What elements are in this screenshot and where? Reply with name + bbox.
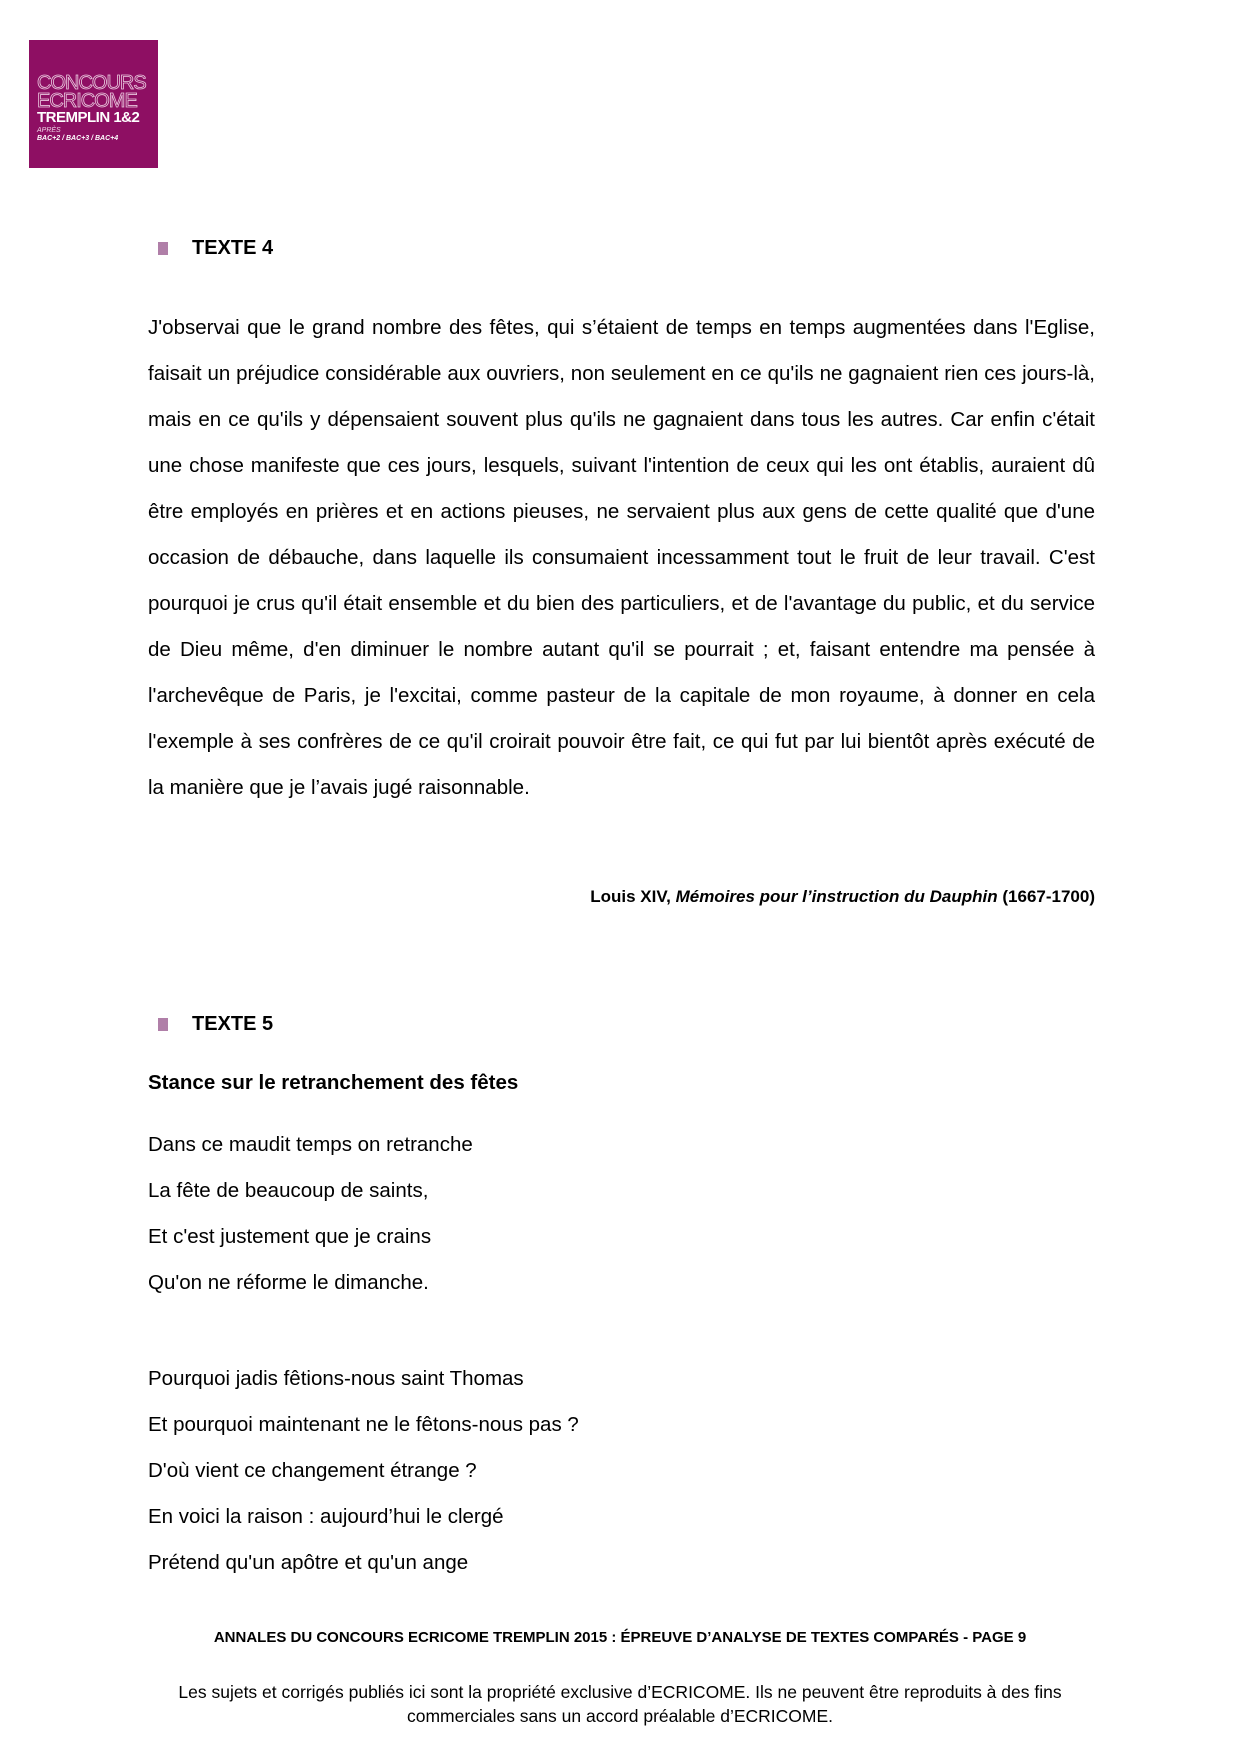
poem-line: Prétend qu'un apôtre et qu'un ange	[148, 1551, 469, 1574]
texte4-heading	[158, 236, 273, 260]
footer-copyright-note: Les sujets et corrigés publiés ici sont la propriété exclusive d’ECRICOME. Ils ne peuvent être reproduits à des fins commerciales sans un accord préalable d’ECRICOME.	[178, 1682, 1062, 1726]
source-author: Louis XIV,	[590, 887, 671, 906]
poem-line: Et pourquoi maintenant ne le fêtons-nous pas ?	[148, 1413, 579, 1436]
poem-line: Qu'on ne réforme le dimanche.	[148, 1271, 429, 1294]
ecricome-logo	[29, 40, 158, 168]
logo-line-tremplin: TREMPLIN 1&2	[37, 109, 140, 126]
poem-title: Stance sur le retranchement des fêtes	[148, 1071, 519, 1094]
logo-line-ecricome: ECRICOME	[37, 90, 137, 112]
source-title: Mémoires pour l’instruction du Dauphin	[675, 887, 998, 906]
texte4-heading-label: TEXTE 4	[192, 237, 274, 259]
logo-line-concours: CONCOURS	[37, 72, 146, 94]
poem-line: Dans ce maudit temps on retranche	[148, 1133, 473, 1156]
poem-line: D'où vient ce changement étrange ?	[148, 1459, 477, 1482]
poem-line: La fête de beaucoup de saints,	[148, 1179, 429, 1202]
texte5-heading	[158, 1012, 273, 1036]
poem-stanza-1	[148, 1122, 473, 1306]
texte4-source	[590, 886, 1095, 908]
texte4-paragraph: J'observai que le grand nombre des fêtes, qui s’étaient de temps en temps augmentées dans l'Eglise, faisait un préjudice considérable aux ouvriers, non seulement en ce qu'ils ne gagnaient rien ces jours-là, mais en ce qu'ils y dépensaient souvent plus qu'ils ne gagnaient dans tous les autres. Car enfin c'était une chose manifeste que ces jours, lesquels, suivant l'intention de ceux qui les ont établis, auraient dû être employés en prières et en actions pieuses, ne servaient plus aux gens de cette qualité que d'une occasion de débauche, dans laquelle ils consumaient incessamment tout le fruit de leur travail. C'est pourquoi je crus qu'il était ensemble et du bien des particuliers, et de l'avantage du public, et du service de Dieu même, d'en diminuer le nombre autant qu'il se pourrait ; et, faisant entendre ma pensée à l'archevêque de Paris, je l'excitai, comme pasteur de la capitale de mon royaume, à donner en cela l'exemple à ses confrères de ce qu'il croirait pouvoir être fait, ce qui fut par lui bientôt après exécuté de la manière que je l’avais jugé raisonnable.	[148, 316, 1095, 799]
source-dates: (1667-1700)	[1002, 887, 1095, 906]
poem-line: Pourquoi jadis fêtions-nous saint Thomas	[148, 1367, 524, 1390]
logo-line-bac: BAC+2 / BAC+3 / BAC+4	[37, 135, 119, 142]
square-bullet-icon	[158, 242, 168, 255]
texte5-heading-label: TEXTE 5	[192, 1013, 274, 1035]
footer-title: ANNALES DU CONCOURS ECRICOME TREMPLIN 2015 : ÉPREUVE D’ANALYSE DE TEXTES COMPARÉS - PAGE 9	[213, 1629, 1027, 1646]
poem-line: Et c'est justement que je crains	[148, 1225, 432, 1248]
poem-stanza-2	[148, 1356, 579, 1586]
square-bullet-icon	[158, 1018, 168, 1031]
logo-line-apres: APRÈS	[37, 127, 61, 134]
poem-line: En voici la raison : aujourd’hui le clergé	[148, 1505, 504, 1528]
